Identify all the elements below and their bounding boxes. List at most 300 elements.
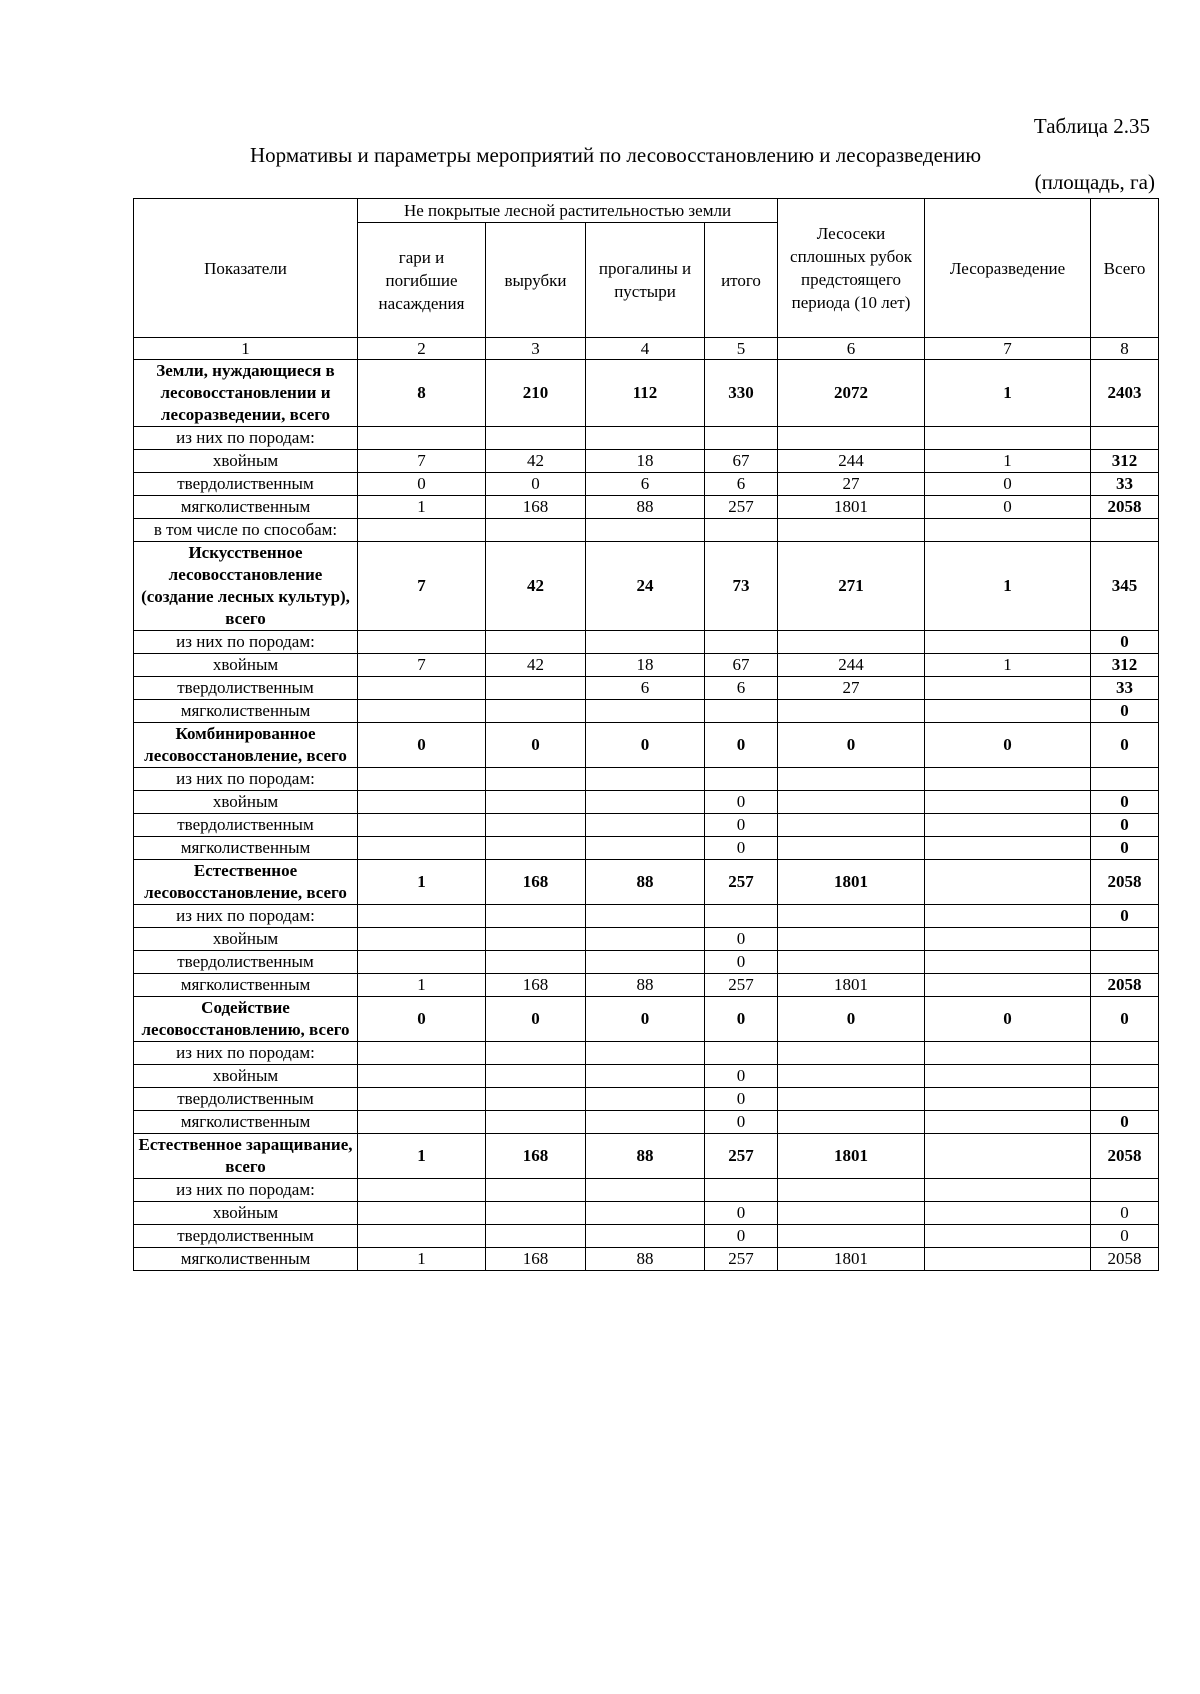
table-cell: 73 bbox=[705, 542, 778, 631]
table-cell: 42 bbox=[486, 654, 586, 677]
table-cell bbox=[358, 814, 486, 837]
table-cell: 7 bbox=[358, 542, 486, 631]
table-cell: 1 bbox=[358, 860, 486, 905]
table-cell: 33 bbox=[1091, 677, 1159, 700]
table-cell: 0 bbox=[1091, 631, 1159, 654]
table-cell: 244 bbox=[778, 450, 925, 473]
table-cell: 88 bbox=[586, 860, 705, 905]
table-cell: 0 bbox=[486, 723, 586, 768]
row-label: Земли, нуждающиеся в лесовосстановлении и лесоразведении, всего bbox=[134, 360, 358, 427]
table-cell bbox=[925, 519, 1091, 542]
table-cell: 8 bbox=[358, 360, 486, 427]
table-cell: 0 bbox=[705, 1225, 778, 1248]
table-row bbox=[134, 1225, 1159, 1248]
table-cell: 168 bbox=[486, 974, 586, 997]
table-cell: 0 bbox=[925, 997, 1091, 1042]
row-label: хвойным bbox=[134, 1202, 358, 1225]
table-cell: 210 bbox=[486, 360, 586, 427]
table-cell bbox=[358, 791, 486, 814]
header-total: Всего bbox=[1091, 199, 1159, 338]
table-cell bbox=[586, 1225, 705, 1248]
table-cell: 257 bbox=[705, 496, 778, 519]
table-row bbox=[134, 791, 1159, 814]
table-cell bbox=[486, 700, 586, 723]
row-label: Комбинированное лесовосстановление, всего bbox=[134, 723, 358, 768]
table-cell: 1 bbox=[925, 542, 1091, 631]
table-cell: 0 bbox=[1091, 905, 1159, 928]
table-cell bbox=[925, 768, 1091, 791]
table-cell bbox=[925, 700, 1091, 723]
header-indicators: Показатели bbox=[134, 199, 358, 338]
table-cell bbox=[486, 1111, 586, 1134]
table-cell bbox=[1091, 1179, 1159, 1202]
table-cell: 0 bbox=[705, 814, 778, 837]
table-cell: 6 bbox=[705, 677, 778, 700]
row-label: мягколиственным bbox=[134, 974, 358, 997]
table-cell: 6 bbox=[586, 677, 705, 700]
table-cell bbox=[486, 1225, 586, 1248]
row-label: мягколиственным bbox=[134, 1111, 358, 1134]
row-label: твердолиственным bbox=[134, 1088, 358, 1111]
table-cell: 0 bbox=[1091, 837, 1159, 860]
table-cell bbox=[358, 837, 486, 860]
table-cell: 42 bbox=[486, 450, 586, 473]
table-cell bbox=[358, 1179, 486, 1202]
table-cell bbox=[586, 768, 705, 791]
table-cell bbox=[358, 1225, 486, 1248]
header-burns: гари и погибшие насаждения bbox=[358, 223, 486, 338]
table-cell: 0 bbox=[1091, 723, 1159, 768]
table-cell bbox=[778, 928, 925, 951]
table-cell bbox=[778, 700, 925, 723]
table-cell: 27 bbox=[778, 473, 925, 496]
table-cell: 0 bbox=[358, 723, 486, 768]
table-cell: 2058 bbox=[1091, 496, 1159, 519]
table-cell bbox=[778, 814, 925, 837]
table-cell bbox=[925, 1248, 1091, 1271]
table-cell: 312 bbox=[1091, 450, 1159, 473]
column-number: 4 bbox=[586, 338, 705, 360]
table-cell: 1801 bbox=[778, 974, 925, 997]
table-cell bbox=[925, 677, 1091, 700]
table-row bbox=[134, 1065, 1159, 1088]
table-title: Нормативы и параметры мероприятий по лесовосстановлению и лесоразведению bbox=[250, 143, 982, 167]
column-number: 5 bbox=[705, 338, 778, 360]
table-row-section bbox=[134, 997, 1159, 1042]
row-label: хвойным bbox=[134, 928, 358, 951]
table-cell: 1 bbox=[358, 974, 486, 997]
table-cell: 67 bbox=[705, 654, 778, 677]
header-unforested-group: Не покрытые лесной растительностью земли bbox=[358, 199, 778, 223]
table-cell bbox=[358, 768, 486, 791]
row-label: мягколиственным bbox=[134, 700, 358, 723]
table-cell bbox=[486, 1202, 586, 1225]
table-body bbox=[134, 360, 1159, 1271]
table-cell: 0 bbox=[358, 473, 486, 496]
table-cell: 1801 bbox=[778, 496, 925, 519]
table-cell: 1 bbox=[358, 1248, 486, 1271]
table-row bbox=[134, 700, 1159, 723]
table-cell: 0 bbox=[486, 473, 586, 496]
table-cell bbox=[925, 791, 1091, 814]
table-cell bbox=[1091, 1065, 1159, 1088]
table-row-section bbox=[134, 1134, 1159, 1179]
row-label: из них по породам: bbox=[134, 631, 358, 654]
table-row-section bbox=[134, 542, 1159, 631]
table-cell: 6 bbox=[705, 473, 778, 496]
table-row bbox=[134, 427, 1159, 450]
table-cell: 0 bbox=[705, 1065, 778, 1088]
table-cell: 88 bbox=[586, 1248, 705, 1271]
table-cell bbox=[925, 1225, 1091, 1248]
table-cell: 0 bbox=[1091, 1111, 1159, 1134]
table-cell: 168 bbox=[486, 860, 586, 905]
row-label: из них по породам: bbox=[134, 905, 358, 928]
row-label: хвойным bbox=[134, 791, 358, 814]
table-cell: 0 bbox=[705, 1088, 778, 1111]
table-cell bbox=[705, 519, 778, 542]
table-cell: 27 bbox=[778, 677, 925, 700]
table-cell: 257 bbox=[705, 860, 778, 905]
table-cell bbox=[705, 1042, 778, 1065]
column-number: 3 bbox=[486, 338, 586, 360]
row-label: из них по породам: bbox=[134, 1179, 358, 1202]
table-cell bbox=[778, 791, 925, 814]
table-cell bbox=[586, 1088, 705, 1111]
table-cell bbox=[1091, 928, 1159, 951]
row-label: Искусственное лесовосстановление (создание лесных культур), всего bbox=[134, 542, 358, 631]
table-cell bbox=[778, 631, 925, 654]
table-row bbox=[134, 519, 1159, 542]
table-cell bbox=[705, 1179, 778, 1202]
table-cell bbox=[778, 1065, 925, 1088]
table-cell bbox=[586, 1042, 705, 1065]
table-cell bbox=[1091, 951, 1159, 974]
table-cell: 0 bbox=[358, 997, 486, 1042]
table-cell bbox=[925, 631, 1091, 654]
table-cell bbox=[358, 631, 486, 654]
table-cell bbox=[358, 1065, 486, 1088]
table-cell: 0 bbox=[1091, 814, 1159, 837]
table-cell: 168 bbox=[486, 496, 586, 519]
table-cell: 7 bbox=[358, 654, 486, 677]
table-cell: 88 bbox=[586, 496, 705, 519]
table-cell bbox=[925, 1088, 1091, 1111]
table-cell: 271 bbox=[778, 542, 925, 631]
row-label: твердолиственным bbox=[134, 473, 358, 496]
table-cell: 257 bbox=[705, 974, 778, 997]
table-cell bbox=[778, 1088, 925, 1111]
table-cell: 312 bbox=[1091, 654, 1159, 677]
table-cell bbox=[486, 791, 586, 814]
table-cell bbox=[1091, 427, 1159, 450]
table-cell bbox=[778, 1111, 925, 1134]
table-cell bbox=[486, 677, 586, 700]
table-cell: 67 bbox=[705, 450, 778, 473]
table-cell: 1801 bbox=[778, 1248, 925, 1271]
table-row bbox=[134, 654, 1159, 677]
table-cell bbox=[586, 814, 705, 837]
table-cell bbox=[486, 427, 586, 450]
table-cell: 0 bbox=[705, 997, 778, 1042]
table-row bbox=[134, 631, 1159, 654]
table-cell bbox=[778, 951, 925, 974]
column-number: 2 bbox=[358, 338, 486, 360]
table-cell: 42 bbox=[486, 542, 586, 631]
table-cell: 1801 bbox=[778, 1134, 925, 1179]
table-cell bbox=[486, 1042, 586, 1065]
row-label: из них по породам: bbox=[134, 1042, 358, 1065]
table-row bbox=[134, 1042, 1159, 1065]
row-label: твердолиственным bbox=[134, 814, 358, 837]
table-cell: 0 bbox=[705, 1111, 778, 1134]
table-row bbox=[134, 974, 1159, 997]
table-cell: 0 bbox=[778, 997, 925, 1042]
column-number: 7 bbox=[925, 338, 1091, 360]
table-row bbox=[134, 677, 1159, 700]
row-label: хвойным bbox=[134, 654, 358, 677]
table-cell bbox=[358, 951, 486, 974]
table-cell bbox=[1091, 1088, 1159, 1111]
table-row bbox=[134, 450, 1159, 473]
table-cell bbox=[925, 427, 1091, 450]
table-cell bbox=[705, 905, 778, 928]
table-cell bbox=[778, 905, 925, 928]
table-cell bbox=[925, 814, 1091, 837]
table-cell: 1 bbox=[925, 450, 1091, 473]
table-cell bbox=[586, 631, 705, 654]
table-cell bbox=[586, 928, 705, 951]
table-cell: 0 bbox=[778, 723, 925, 768]
header-clearcut: Лесосеки сплошных рубок предстоящего периода (10 лет) bbox=[778, 199, 925, 338]
table-cell: 0 bbox=[1091, 997, 1159, 1042]
table-row bbox=[134, 1111, 1159, 1134]
table-unit: (площадь, га) bbox=[1034, 170, 1155, 194]
table-cell bbox=[925, 1179, 1091, 1202]
row-label: мягколиственным bbox=[134, 496, 358, 519]
table-cell bbox=[778, 1202, 925, 1225]
table-row bbox=[134, 1202, 1159, 1225]
table-cell bbox=[358, 427, 486, 450]
table-cell: 0 bbox=[705, 723, 778, 768]
table-cell bbox=[586, 700, 705, 723]
table-cell bbox=[925, 905, 1091, 928]
table-cell: 0 bbox=[1091, 1202, 1159, 1225]
table-cell bbox=[778, 768, 925, 791]
row-label: твердолиственным bbox=[134, 677, 358, 700]
table-cell bbox=[586, 1202, 705, 1225]
table-cell bbox=[925, 928, 1091, 951]
table-cell: 168 bbox=[486, 1134, 586, 1179]
table-cell: 0 bbox=[1091, 700, 1159, 723]
table-cell: 0 bbox=[705, 837, 778, 860]
table-cell bbox=[586, 1111, 705, 1134]
table-cell: 18 bbox=[586, 654, 705, 677]
table-cell: 88 bbox=[586, 1134, 705, 1179]
table-cell: 18 bbox=[586, 450, 705, 473]
header-afforestation: Лесоразведение bbox=[925, 199, 1091, 338]
table-cell: 0 bbox=[586, 723, 705, 768]
table-cell bbox=[705, 700, 778, 723]
table-cell bbox=[358, 1088, 486, 1111]
table-cell: 0 bbox=[486, 997, 586, 1042]
table-cell bbox=[778, 1225, 925, 1248]
table-cell: 88 bbox=[586, 974, 705, 997]
row-label: твердолиственным bbox=[134, 1225, 358, 1248]
row-label: Естественное заращивание, всего bbox=[134, 1134, 358, 1179]
row-label: мягколиственным bbox=[134, 1248, 358, 1271]
table-cell: 345 bbox=[1091, 542, 1159, 631]
table-cell: 2072 bbox=[778, 360, 925, 427]
header-glades: прогалины и пустыри bbox=[586, 223, 705, 338]
table-cell: 0 bbox=[1091, 791, 1159, 814]
table-cell bbox=[925, 1111, 1091, 1134]
row-label: хвойным bbox=[134, 1065, 358, 1088]
table-cell bbox=[925, 1042, 1091, 1065]
row-label: из них по породам: bbox=[134, 768, 358, 791]
table-cell: 2058 bbox=[1091, 860, 1159, 905]
table-cell: 0 bbox=[705, 791, 778, 814]
table-cell: 2058 bbox=[1091, 974, 1159, 997]
table-cell bbox=[778, 427, 925, 450]
table-cell bbox=[1091, 1042, 1159, 1065]
table-cell bbox=[925, 1202, 1091, 1225]
table-cell bbox=[778, 1042, 925, 1065]
row-label: твердолиственным bbox=[134, 951, 358, 974]
table-cell bbox=[358, 677, 486, 700]
table-row bbox=[134, 768, 1159, 791]
table-cell bbox=[486, 768, 586, 791]
column-number: 8 bbox=[1091, 338, 1159, 360]
table-row bbox=[134, 837, 1159, 860]
table-cell: 1 bbox=[925, 360, 1091, 427]
table-row bbox=[134, 928, 1159, 951]
table-cell: 33 bbox=[1091, 473, 1159, 496]
table-cell bbox=[358, 1111, 486, 1134]
table-row bbox=[134, 1248, 1159, 1271]
table-row bbox=[134, 814, 1159, 837]
table-row bbox=[134, 473, 1159, 496]
table-cell bbox=[705, 768, 778, 791]
table-row bbox=[134, 951, 1159, 974]
table-cell bbox=[586, 837, 705, 860]
table-cell: 0 bbox=[705, 928, 778, 951]
table-cell bbox=[486, 1088, 586, 1111]
table-cell bbox=[778, 1179, 925, 1202]
row-label: в том числе по способам: bbox=[134, 519, 358, 542]
table-cell: 1 bbox=[358, 1134, 486, 1179]
table-cell bbox=[486, 814, 586, 837]
table-cell bbox=[486, 1065, 586, 1088]
table-cell bbox=[358, 700, 486, 723]
table-cell bbox=[486, 928, 586, 951]
table-cell: 330 bbox=[705, 360, 778, 427]
table-cell: 1 bbox=[925, 654, 1091, 677]
table-cell bbox=[925, 951, 1091, 974]
row-label: хвойным bbox=[134, 450, 358, 473]
table-cell bbox=[925, 974, 1091, 997]
table-cell bbox=[486, 905, 586, 928]
table-cell: 0 bbox=[705, 1202, 778, 1225]
table-cell bbox=[486, 519, 586, 542]
table-row bbox=[134, 1088, 1159, 1111]
table-cell: 257 bbox=[705, 1134, 778, 1179]
table-cell: 2058 bbox=[1091, 1134, 1159, 1179]
row-label: Естественное лесовосстановление, всего bbox=[134, 860, 358, 905]
table-cell: 1801 bbox=[778, 860, 925, 905]
table-cell: 2058 bbox=[1091, 1248, 1159, 1271]
table-cell bbox=[486, 951, 586, 974]
table-cell bbox=[778, 837, 925, 860]
header-subtotal: итого bbox=[705, 223, 778, 338]
table-cell bbox=[778, 519, 925, 542]
reforestation-table bbox=[133, 198, 1159, 1271]
table-cell bbox=[586, 905, 705, 928]
row-label: из них по породам: bbox=[134, 427, 358, 450]
table-row bbox=[134, 905, 1159, 928]
column-number: 6 bbox=[778, 338, 925, 360]
table-cell: 257 bbox=[705, 1248, 778, 1271]
table-cell bbox=[925, 860, 1091, 905]
table-cell bbox=[586, 791, 705, 814]
table-cell bbox=[586, 951, 705, 974]
table-row bbox=[134, 496, 1159, 519]
table-cell: 0 bbox=[1091, 1225, 1159, 1248]
table-cell bbox=[586, 427, 705, 450]
column-number-row bbox=[134, 338, 1159, 360]
table-cell bbox=[586, 1065, 705, 1088]
table-cell: 244 bbox=[778, 654, 925, 677]
table-cell bbox=[358, 519, 486, 542]
table-cell: 1 bbox=[358, 496, 486, 519]
table-row-section bbox=[134, 860, 1159, 905]
table-cell: 0 bbox=[705, 951, 778, 974]
table-cell: 0 bbox=[925, 496, 1091, 519]
row-label: Содействие лесовосстановлению, всего bbox=[134, 997, 358, 1042]
table-cell: 0 bbox=[925, 723, 1091, 768]
table-cell bbox=[358, 1202, 486, 1225]
table-cell bbox=[1091, 768, 1159, 791]
row-label: мягколиственным bbox=[134, 837, 358, 860]
table-cell bbox=[586, 1179, 705, 1202]
table-cell bbox=[925, 837, 1091, 860]
header-cuttings: вырубки bbox=[486, 223, 586, 338]
table-cell bbox=[358, 928, 486, 951]
table-cell bbox=[358, 1042, 486, 1065]
table-cell bbox=[586, 519, 705, 542]
table-cell: 112 bbox=[586, 360, 705, 427]
table-cell bbox=[486, 631, 586, 654]
table-cell: 7 bbox=[358, 450, 486, 473]
table-cell bbox=[1091, 519, 1159, 542]
table-cell: 0 bbox=[586, 997, 705, 1042]
table-cell bbox=[486, 1179, 586, 1202]
table-cell bbox=[486, 837, 586, 860]
table-row bbox=[134, 1179, 1159, 1202]
table-row-section bbox=[134, 723, 1159, 768]
table-cell bbox=[925, 1134, 1091, 1179]
table-cell: 6 bbox=[586, 473, 705, 496]
table-cell bbox=[925, 1065, 1091, 1088]
table-cell: 24 bbox=[586, 542, 705, 631]
table-number: Таблица 2.35 bbox=[1033, 114, 1150, 138]
column-number: 1 bbox=[134, 338, 358, 360]
table-cell: 2403 bbox=[1091, 360, 1159, 427]
table-cell: 168 bbox=[486, 1248, 586, 1271]
table-row-section bbox=[134, 360, 1159, 427]
table-cell bbox=[358, 905, 486, 928]
table-cell bbox=[705, 631, 778, 654]
